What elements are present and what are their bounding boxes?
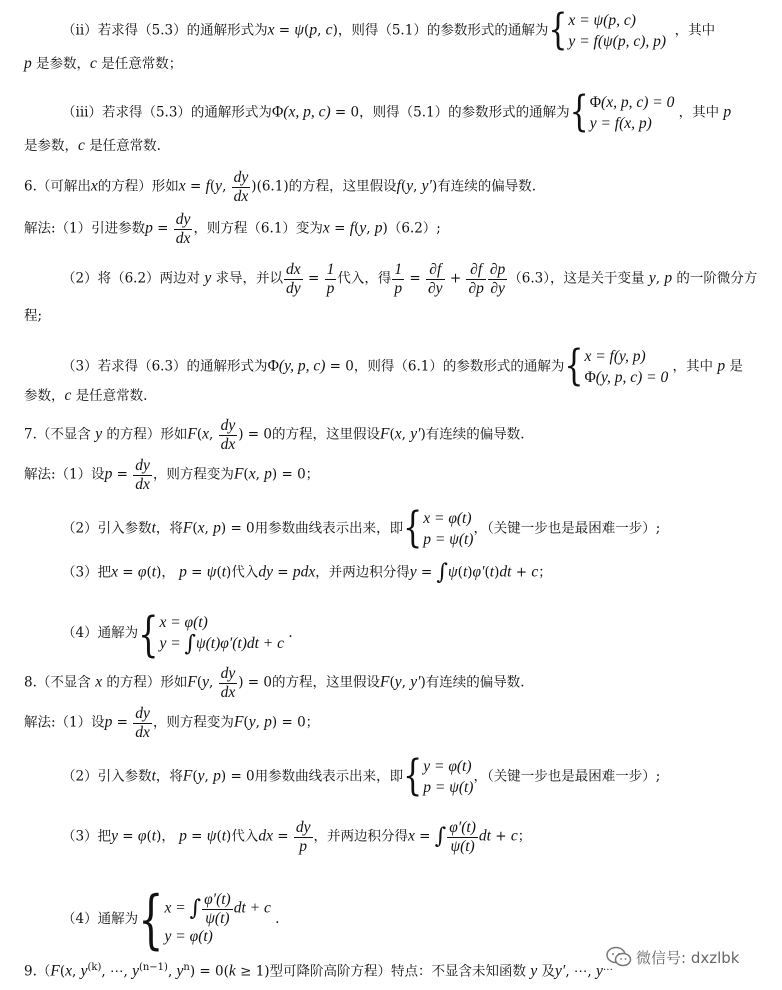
watermark-text: 微信号: dxzlbk xyxy=(636,948,740,967)
section-8-step-1: 解法:（1）设p = $\frac{dy}{dx}$ ，则方程变为F(y, p) = 0； xyxy=(24,705,320,741)
wechat-watermark xyxy=(606,946,739,968)
line-ii-cont: p 是参数，c 是任意常数； xyxy=(24,55,183,72)
line-ii: （ii）若求得（5.3）的通解形式为x = ψ(p, c)，则得（5.1）的参数形式的通解为 { x = ψ(p, c) y = f(ψ(p, c), p) ，其中 xyxy=(62,5,716,55)
line-iii-cont: 是参数，c 是任意常数. xyxy=(24,137,161,154)
section-8-heading: 8.（不显含 x 的方程）形如F(y, $\frac{dy}{dx}$ ) = 0的方程，这里假设F(y, y′)有连续的偏导数. xyxy=(24,665,525,701)
section-7-heading: 7.（不显含 y 的方程）形如F(x, $\frac{dy}{dx}$ ) = 0的方程，这里假设F(x, y′)有连续的偏导数. xyxy=(24,417,525,453)
section-6-step-3-cont: 参数，c 是任意常数. xyxy=(24,387,148,404)
system-8-solution: { x = ∫ $\frac{\varphi'(t)}{\psi(t)}$ dt + c y = φ(t) xyxy=(138,882,271,957)
system-7-solution: { x = φ(t) y = ∫ψ(t)φ′(t)dt + c xyxy=(138,605,285,663)
system-5-1-ii: { x = ψ(p, c) y = f(ψ(p, c), p) xyxy=(548,5,667,55)
wechat-icon xyxy=(606,946,632,968)
section-9-heading: 9.（F(x, $y^{(k)}$, ⋯, $y^{(n-1)}$, $y^n) = 0(k \ge 1)$型可降阶高阶方程）特点：不显含未知函数 y 及y′, ⋯, y… xyxy=(24,962,613,980)
system-7-param: { x = φ(t) p = ψ(t) xyxy=(403,503,474,553)
section-6-step-3: （3）若求得（6.3）的通解形式为Φ(y, p, c) = 0，则得（6.1）的参数形式的通解为 { x = f(y, p) Φ(y, p, c) = 0 ，其中 p 是 xyxy=(62,341,743,391)
section-8-step-2: （2）引入参数t，将F(y, p) = 0用参数曲线表示出来，即 { y = φ(t) p = ψ(t) ，（关键一步也是最困难一步）; xyxy=(62,751,661,801)
section-8-step-4: （4）通解为 { x = ∫ $\frac{\varphi'(t)}{\psi(t)}$ dt + c y = φ(t) . xyxy=(62,882,280,957)
section-7-step-2: （2）引入参数t，将F(x, p) = 0用参数曲线表示出来，即 { x = φ(t) p = ψ(t) ，（关键一步也是最困难一步）; xyxy=(62,503,661,553)
line-iii: （iii）若求得（5.3）的通解形式为Φ(x, p, c) = 0，则得（5.1）的参数形式的通解为 { Φ(x, p, c) = 0 y = f(x, p) ，其中 p xyxy=(62,87,732,137)
section-7-step-4: （4）通解为 { x = φ(t) y = ∫ψ(t)φ′(t)dt + c . xyxy=(62,605,293,663)
section-8-step-3: （3）把y = φ(t)， p = ψ(t)代入dx = $\frac{dy}{p}$ ，并两边积分得x = ∫ $\frac{\varphi'(t)}{\psi(t)}$ dt + c； xyxy=(62,819,532,855)
section-6-step-2: （2）将（6.2）两边对 y 求导，并以 $\frac{dx}{dy}$ = $\frac{1}{p}$ 代入，得 $\frac{1}{p}$ = $\frac{\partial f}{\partial y}$ + $\frac{\partial f}{\partial p}$ $\frac{\partial p}{\partial y}$ （6.3），这是关于变量 y, p 的一阶微分方 xyxy=(62,261,758,297)
system-8-param: { y = φ(t) p = ψ(t) xyxy=(403,751,474,801)
system-5-1-iii: { Φ(x, p, c) = 0 y = f(x, p) xyxy=(569,87,675,137)
section-7-step-3: （3）把x = φ(t)， p = ψ(t)代入dy = pdx，并两边积分得y = ∫ψ(t)φ′(t)dt + c； xyxy=(62,560,552,585)
section-7-step-1: 解法:（1）设p = $\frac{dy}{dx}$ ，则方程变为F(x, p) = 0； xyxy=(24,457,320,493)
section-6-heading: 6.（可解出x的方程）形如x = f(y, $\frac{dy}{dx}$ )(6.1)的方程，这里假设f(y, y′)有连续的偏导数. xyxy=(24,169,537,205)
section-6-step-2-cont: 程; xyxy=(24,308,43,324)
system-6-1: { x = f(y, p) Φ(y, p, c) = 0 xyxy=(564,341,669,391)
section-6-step-1: 解法:（1）引进参数p = $\frac{dy}{dx}$ ，则方程（6.1）变为x = f(y, p)（6.2）; xyxy=(24,211,441,247)
